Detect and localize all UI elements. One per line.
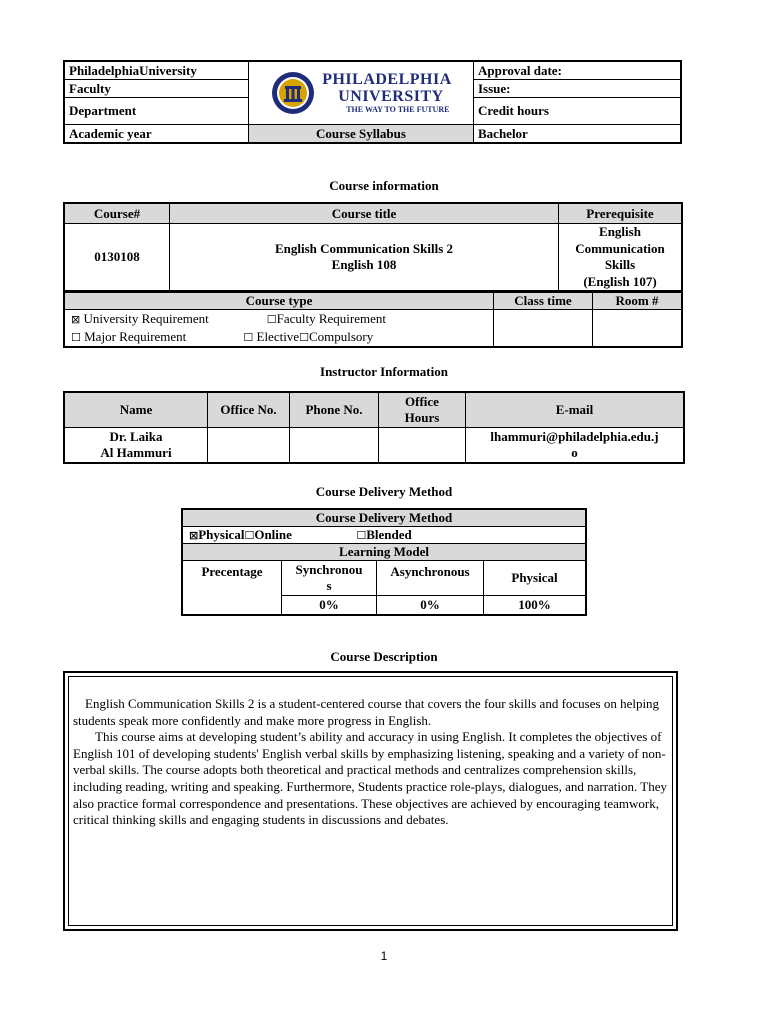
physical-header: Physical [484, 561, 587, 596]
approval-date: Approval date: [474, 61, 682, 80]
office-hours-value [379, 428, 466, 464]
synchronous-header [282, 561, 377, 596]
phone-no-value [290, 428, 379, 464]
prerequisite-line-3: Skills [604, 257, 636, 272]
page-number: 1 [380, 949, 388, 963]
precentage-label: Precentage [182, 561, 282, 616]
logo-line-2: UNIVERSITY [338, 87, 444, 105]
checkbox-icon[interactable]: ☐ [71, 331, 81, 344]
instructor-email [466, 428, 685, 464]
course-information-table [63, 202, 683, 292]
checked-box-icon[interactable]: ⊠ [189, 529, 199, 542]
instructor-name [64, 428, 208, 464]
physical-percent: 100% [484, 596, 587, 616]
instructor-table [63, 391, 685, 464]
class-time-header: Class time [494, 292, 593, 310]
course-description-title: Course Description [330, 649, 438, 664]
logo-tagline: THE WAY TO THE FUTURE [346, 104, 450, 114]
checkbox-icon[interactable]: ☐ [299, 331, 309, 344]
prerequisite-line-4: (English 107) [583, 273, 657, 289]
prerequisite-line-2: Communication [575, 240, 665, 256]
description-paragraph-2: This course aims at developing student’s ability and accuracy in using English. It completes the objectives of English 101 of developing students' English verbal skills by emphasizing listening, speaking and a variety of non-verbal skills. The course adopts both theoretical and practical methods and centralizes comprehension skills, including reading, writing and speaking. Furthermore, Students practice role-plays, dialogues, and narration. They also practice formal correspondence and presentations. These objectives are achieved by encouraging teamwork, critical thinking skills and engaging students in discussions and debates. [73, 729, 667, 828]
elective-option: Elective [256, 329, 300, 344]
prerequisite [559, 224, 683, 292]
checkbox-icon[interactable]: ☐ [243, 331, 254, 344]
compulsory-option: Compulsory [308, 329, 374, 344]
synchronous-percent: 0% [282, 596, 377, 616]
major-requirement-option: Major Requirement [84, 329, 187, 344]
header-table [63, 60, 682, 144]
phone-no-header: Phone No. [290, 392, 379, 428]
credit-hours-label: Credit hours [474, 98, 682, 125]
bachelor-label: Bachelor [474, 125, 682, 144]
issue-label: Issue: [474, 80, 682, 98]
asynchronous-percent: 0% [377, 596, 484, 616]
room-header: Room # [593, 292, 683, 310]
university-seal-icon [270, 70, 316, 116]
synchronous-header-line-1: Synchronou [295, 562, 363, 577]
logo-line-1: PHILADELPHIA [322, 71, 452, 88]
academic-year-label: Academic year [64, 125, 249, 144]
delivery-method-table [181, 508, 587, 616]
checkbox-icon[interactable]: ☐ [356, 529, 367, 542]
university-logo [249, 61, 474, 125]
course-information-title: Course information [329, 178, 439, 193]
course-title [170, 224, 559, 292]
blended-option: Blended [366, 527, 412, 542]
class-time-value [494, 310, 593, 348]
prerequisite-line-1: English [599, 224, 641, 239]
course-type-options [64, 310, 494, 348]
synchronous-header-line-2: s [326, 578, 332, 593]
room-value [593, 310, 683, 348]
asynchronous-header: Asynchronous [377, 561, 484, 596]
course-syllabus-label: Course Syllabus [249, 125, 474, 144]
department-label: Department [64, 98, 249, 125]
course-number-header: Course# [64, 203, 170, 224]
office-no-header: Office No. [208, 392, 290, 428]
instructor-name-line-1: Dr. Laika [109, 429, 163, 444]
delivery-method-options [182, 527, 586, 544]
name-header: Name [64, 392, 208, 428]
university-requirement-option: University Requirement [83, 311, 209, 326]
office-no-value [208, 428, 290, 464]
faculty-requirement-option: Faculty Requirement [276, 311, 386, 326]
office-hours-header-line-1: Office [405, 394, 439, 409]
course-number: 0130108 [64, 224, 170, 292]
instructor-email-line-2: o [571, 445, 578, 460]
course-title-line-2: English 108 [331, 257, 397, 272]
prerequisite-header: Prerequisite [559, 203, 683, 224]
course-type-header: Course type [64, 292, 494, 310]
checkbox-icon[interactable]: ☐ [266, 313, 277, 326]
instructor-email-line-1: lhammuri@philadelphia.edu.j [490, 429, 659, 444]
faculty-label: Faculty [64, 80, 249, 98]
physical-option: Physical [198, 527, 245, 542]
office-hours-header [379, 392, 466, 428]
course-title-line-1: English Communication Skills 2 [274, 241, 454, 256]
email-header: E-mail [466, 392, 685, 428]
course-type-table [63, 291, 683, 348]
university-name: PhiladelphiaUniversity [64, 61, 249, 80]
learning-model-header: Learning Model [182, 544, 586, 561]
checkbox-icon[interactable]: ☐ [244, 529, 255, 542]
course-description-box [63, 671, 678, 931]
instructor-information-title: Instructor Information [320, 364, 448, 379]
office-hours-header-line-2: Hours [404, 410, 440, 425]
description-paragraph-1: English Communication Skills 2 is a student-centered course that covers the four skills and focuses on helping students speak more confidently and make more progress in English. [73, 696, 660, 728]
course-title-header: Course title [170, 203, 559, 224]
instructor-name-line-2: Al Hammuri [100, 445, 172, 460]
checked-box-icon[interactable]: ⊠ [71, 313, 81, 326]
course-delivery-title: Course Delivery Method [315, 484, 453, 499]
delivery-method-header: Course Delivery Method [182, 509, 586, 527]
online-option: Online [254, 527, 292, 542]
